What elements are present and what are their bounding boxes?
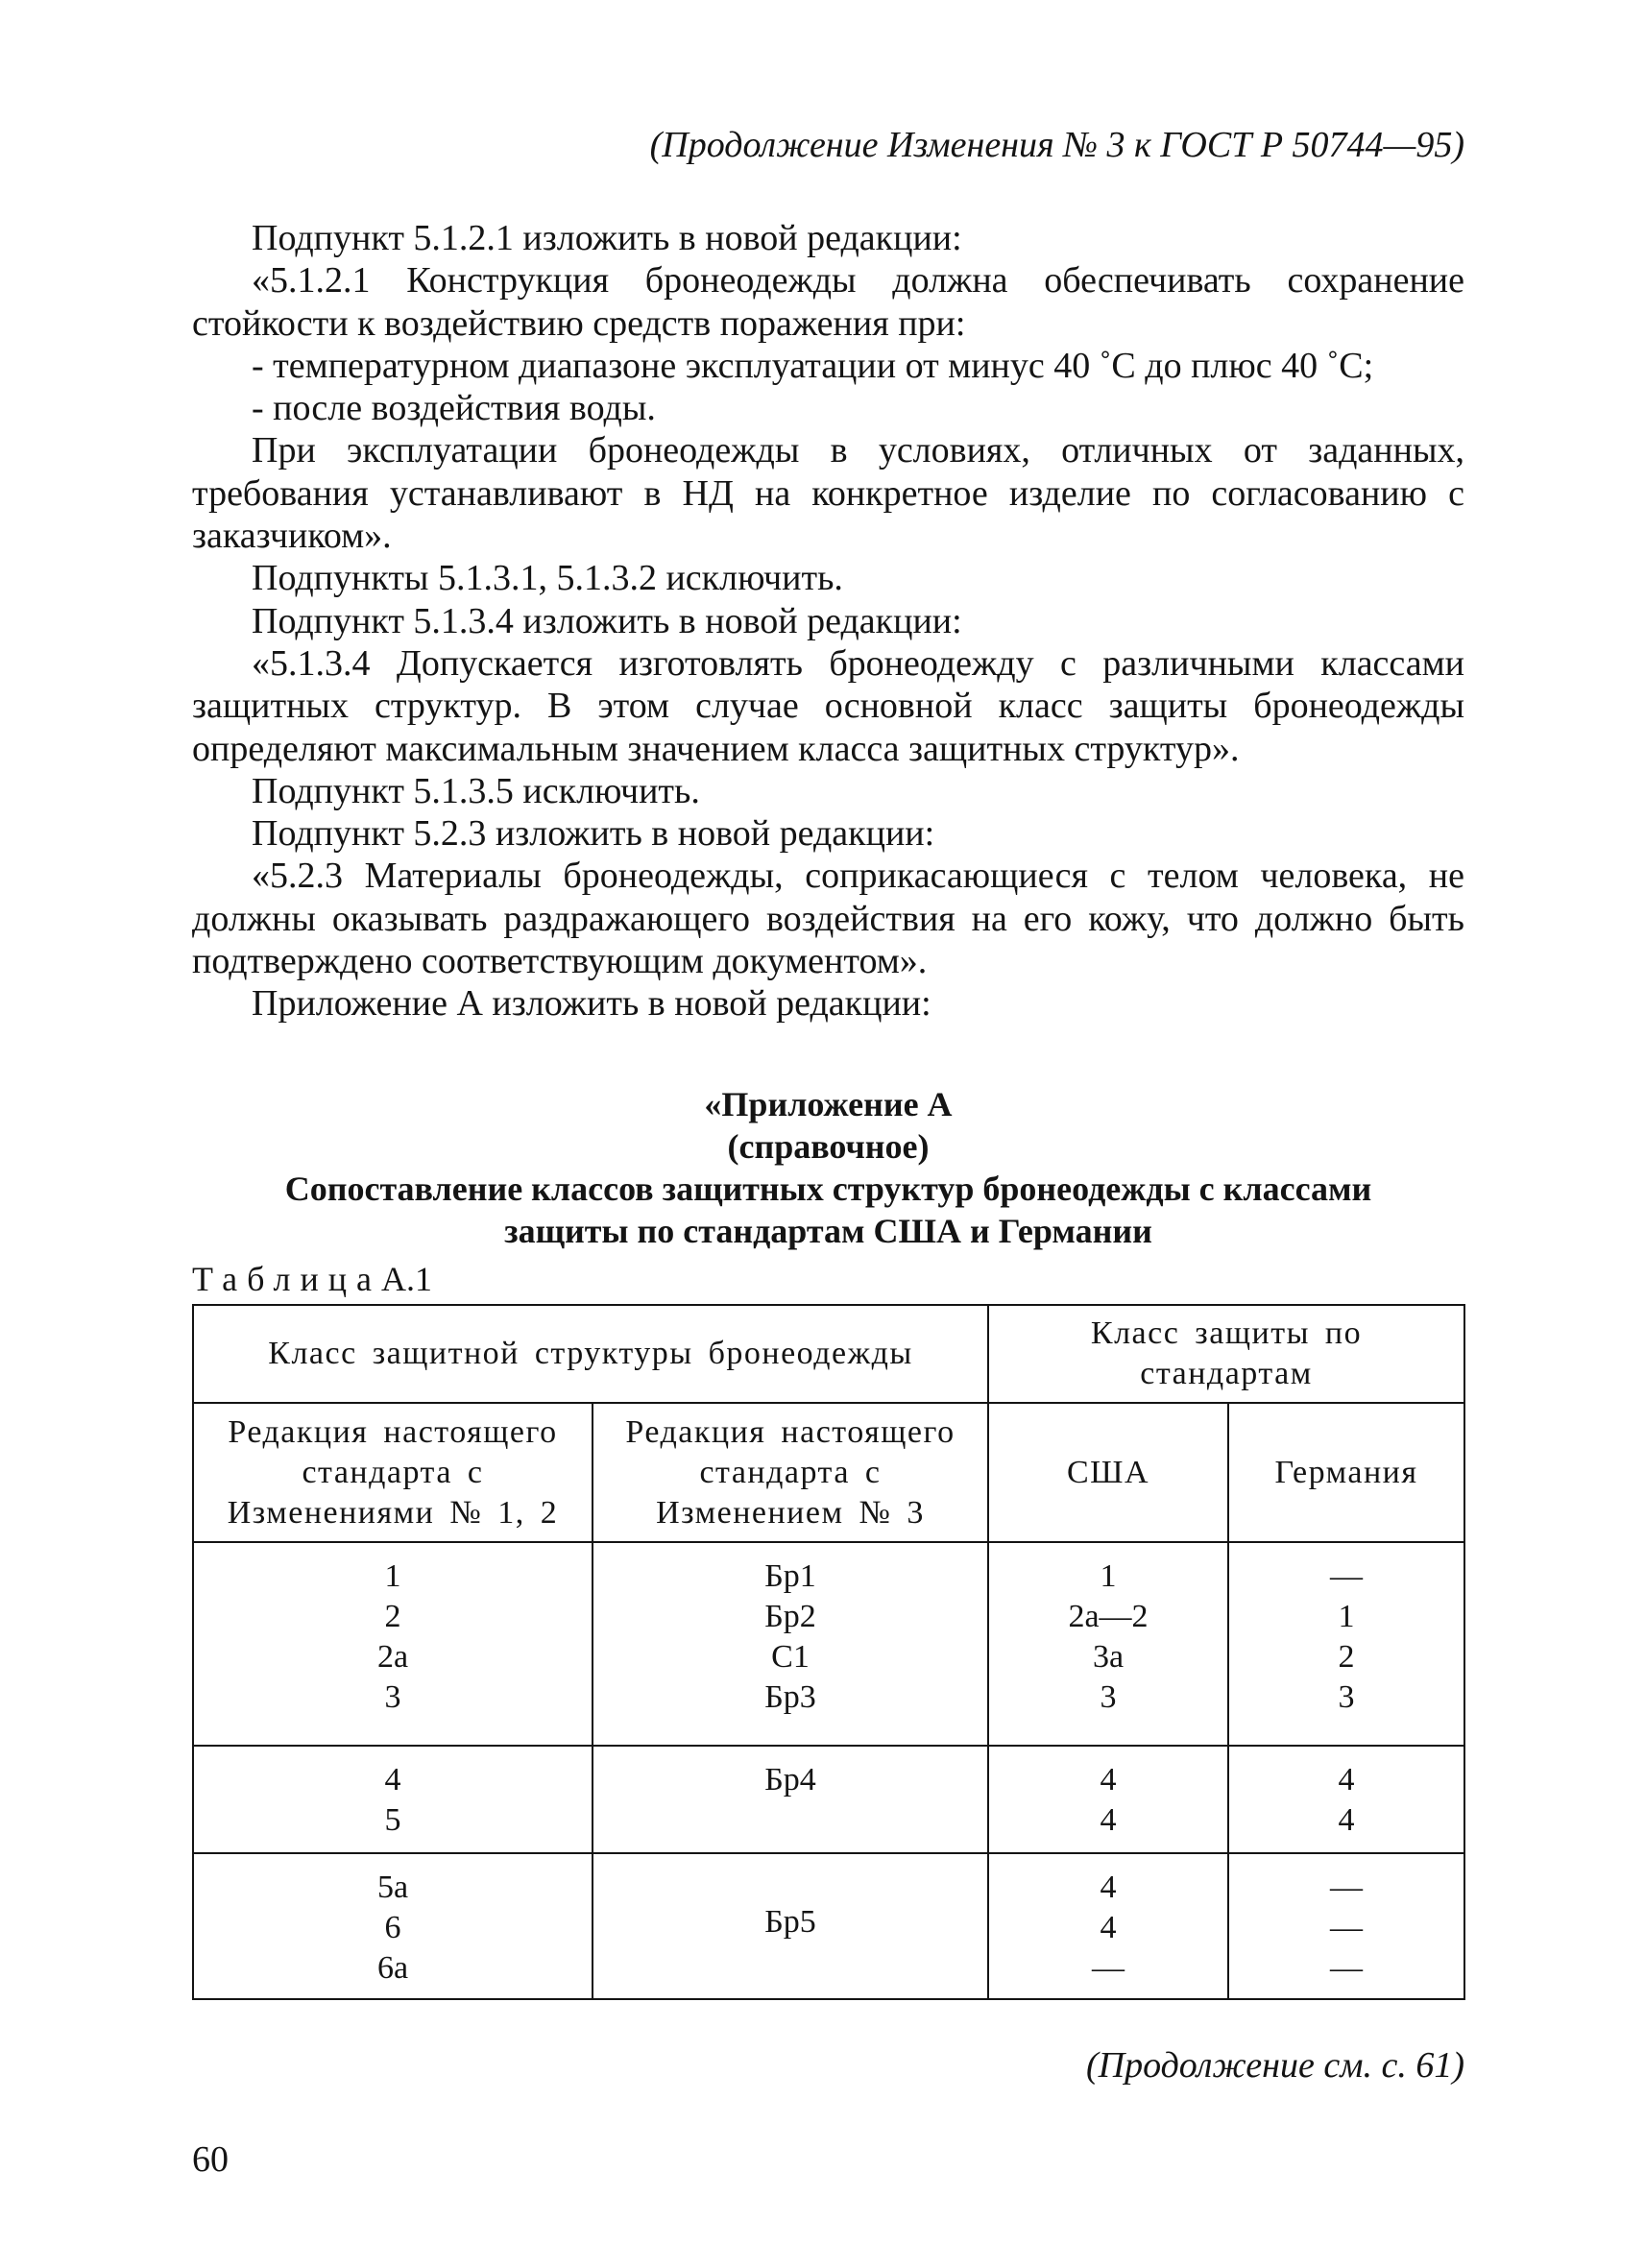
cell-value: —	[1330, 1910, 1363, 1945]
cell-value: —	[1092, 1950, 1125, 1986]
cell-value: 5а	[376, 1870, 409, 1905]
cell-edition-1-2	[193, 1853, 593, 1999]
cell-value: Бр5	[764, 1904, 816, 1940]
cell-value: 3	[1338, 1679, 1355, 1715]
paragraph: Подпункты 5.1.3.1, 5.1.3.2 исключить.	[252, 558, 843, 599]
cell-edition-1-2	[193, 1542, 593, 1746]
table-caption-word: Таблица	[192, 1260, 381, 1298]
cell-value: 2	[384, 1599, 401, 1634]
column-header-germany: Германия	[1228, 1403, 1464, 1542]
body-text	[192, 217, 1464, 1025]
cell-value: 2	[1338, 1639, 1355, 1675]
paragraph: Подпункт 5.1.3.5 исключить.	[252, 770, 700, 811]
comparison-table	[192, 1304, 1465, 2000]
column-header-edition-1-2: Редакция настоящего стандарта с Изменениями № 1, 2	[193, 1403, 593, 1542]
table-row	[193, 1542, 1464, 1746]
cell-value: Бр4	[764, 1762, 816, 1798]
header-group-protection-class: Класс защиты по стандартам	[988, 1305, 1464, 1403]
cell-value: 3	[384, 1679, 401, 1715]
cell-germany	[1228, 1746, 1464, 1853]
cell-value: Бр1	[764, 1558, 816, 1594]
appendix-heading	[192, 1083, 1464, 1252]
cell-value: 1	[384, 1558, 401, 1594]
table-header-row	[193, 1305, 1464, 1403]
paragraph: - после воздействия воды.	[252, 388, 656, 429]
appendix-title: «Приложение А	[704, 1085, 953, 1123]
appendix-subtitle-line2: защиты по стандартам США и Германии	[504, 1212, 1152, 1250]
cell-value: 2а	[376, 1639, 409, 1675]
running-header: (Продолжение Изменения № 3 к ГОСТ Р 50744—95)	[649, 125, 1464, 165]
paragraph: - температурном диапазоне эксплуатации от минус 40 ˚С до плюс 40 ˚С;	[252, 345, 1374, 386]
cell-value: Бр2	[764, 1599, 816, 1634]
header-group-structure-class: Класс защитной структуры бронеодежды	[193, 1305, 988, 1403]
table-row	[193, 1746, 1464, 1853]
cell-value: 4	[1100, 1870, 1117, 1905]
column-header-usa: США	[988, 1403, 1228, 1542]
cell-value: С1	[771, 1639, 810, 1675]
appendix-subtitle-line1: Сопоставление классов защитных структур бронеодежды с классами	[284, 1170, 1372, 1208]
table-caption	[192, 1258, 432, 1300]
cell-value: Бр3	[764, 1679, 816, 1715]
cell-edition-3	[593, 1746, 988, 1853]
cell-value: 4	[1100, 1762, 1117, 1798]
cell-value: 4	[1338, 1802, 1355, 1838]
paragraph: Подпункт 5.1.2.1 изложить в новой редакции:	[252, 218, 962, 258]
cell-value: 6	[384, 1910, 401, 1945]
cell-value: 4	[1100, 1802, 1117, 1838]
cell-value: —	[1330, 1558, 1363, 1594]
cell-usa	[988, 1542, 1228, 1746]
table-caption-number: А.1	[380, 1260, 432, 1298]
appendix-kind: (справочное)	[727, 1127, 930, 1166]
cell-value: 1	[1338, 1599, 1355, 1634]
paragraph: «5.2.3 Материалы бронеодежды, соприкасающиеся с телом человека, не должны оказывать раздражающего воздействия на его кожу, что должно быть подтверждено соответствующим документом».	[192, 856, 1464, 982]
cell-value: 4	[1100, 1910, 1117, 1945]
cell-value: 5	[384, 1802, 401, 1838]
cell-value: —	[1330, 1950, 1363, 1986]
cell-value: 1	[1100, 1558, 1117, 1594]
cell-edition-3	[593, 1853, 988, 1999]
cell-germany	[1228, 1853, 1464, 1999]
paragraph: Подпункт 5.2.3 изложить в новой редакции:	[252, 813, 935, 855]
paragraph: При эксплуатации бронеодежды в условиях, отличных от заданных, требования устанавливают в НД на конкретное изделие по согласованию с заказчиком».	[192, 430, 1464, 557]
paragraph: «5.1.2.1 Конструкция бронеодежды должна обеспечивать сохранение стойкости к воздействию средств поражения при:	[192, 260, 1464, 344]
continuation-note: (Продолжение см. с. 61)	[1085, 2045, 1464, 2086]
cell-usa	[988, 1746, 1228, 1853]
cell-value: 4	[384, 1762, 401, 1798]
table-subheader-row	[193, 1403, 1464, 1542]
cell-value: 3	[1100, 1679, 1117, 1715]
cell-value: 6а	[376, 1950, 409, 1986]
cell-edition-1-2	[193, 1746, 593, 1853]
column-header-edition-3: Редакция настоящего стандарта с Изменением № 3	[593, 1403, 988, 1542]
cell-value: 2а—2	[1068, 1599, 1149, 1634]
cell-value: 3а	[1092, 1639, 1125, 1675]
table-row	[193, 1853, 1464, 1999]
paragraph: «5.1.3.4 Допускается изготовлять бронеодежду с различными классами защитных структур. В этом случае основной класс защиты бронеодежды определяют максимальным значением класса защитных структур».	[192, 642, 1464, 769]
cell-value: —	[1330, 1870, 1363, 1905]
page-number: 60	[192, 2139, 229, 2180]
cell-usa	[988, 1853, 1228, 1999]
paragraph: Подпункт 5.1.3.4 изложить в новой редакции:	[252, 600, 962, 641]
paragraph: Приложение А изложить в новой редакции:	[252, 983, 931, 1025]
cell-edition-3	[593, 1542, 988, 1746]
cell-germany	[1228, 1542, 1464, 1746]
cell-value: 4	[1338, 1762, 1355, 1798]
